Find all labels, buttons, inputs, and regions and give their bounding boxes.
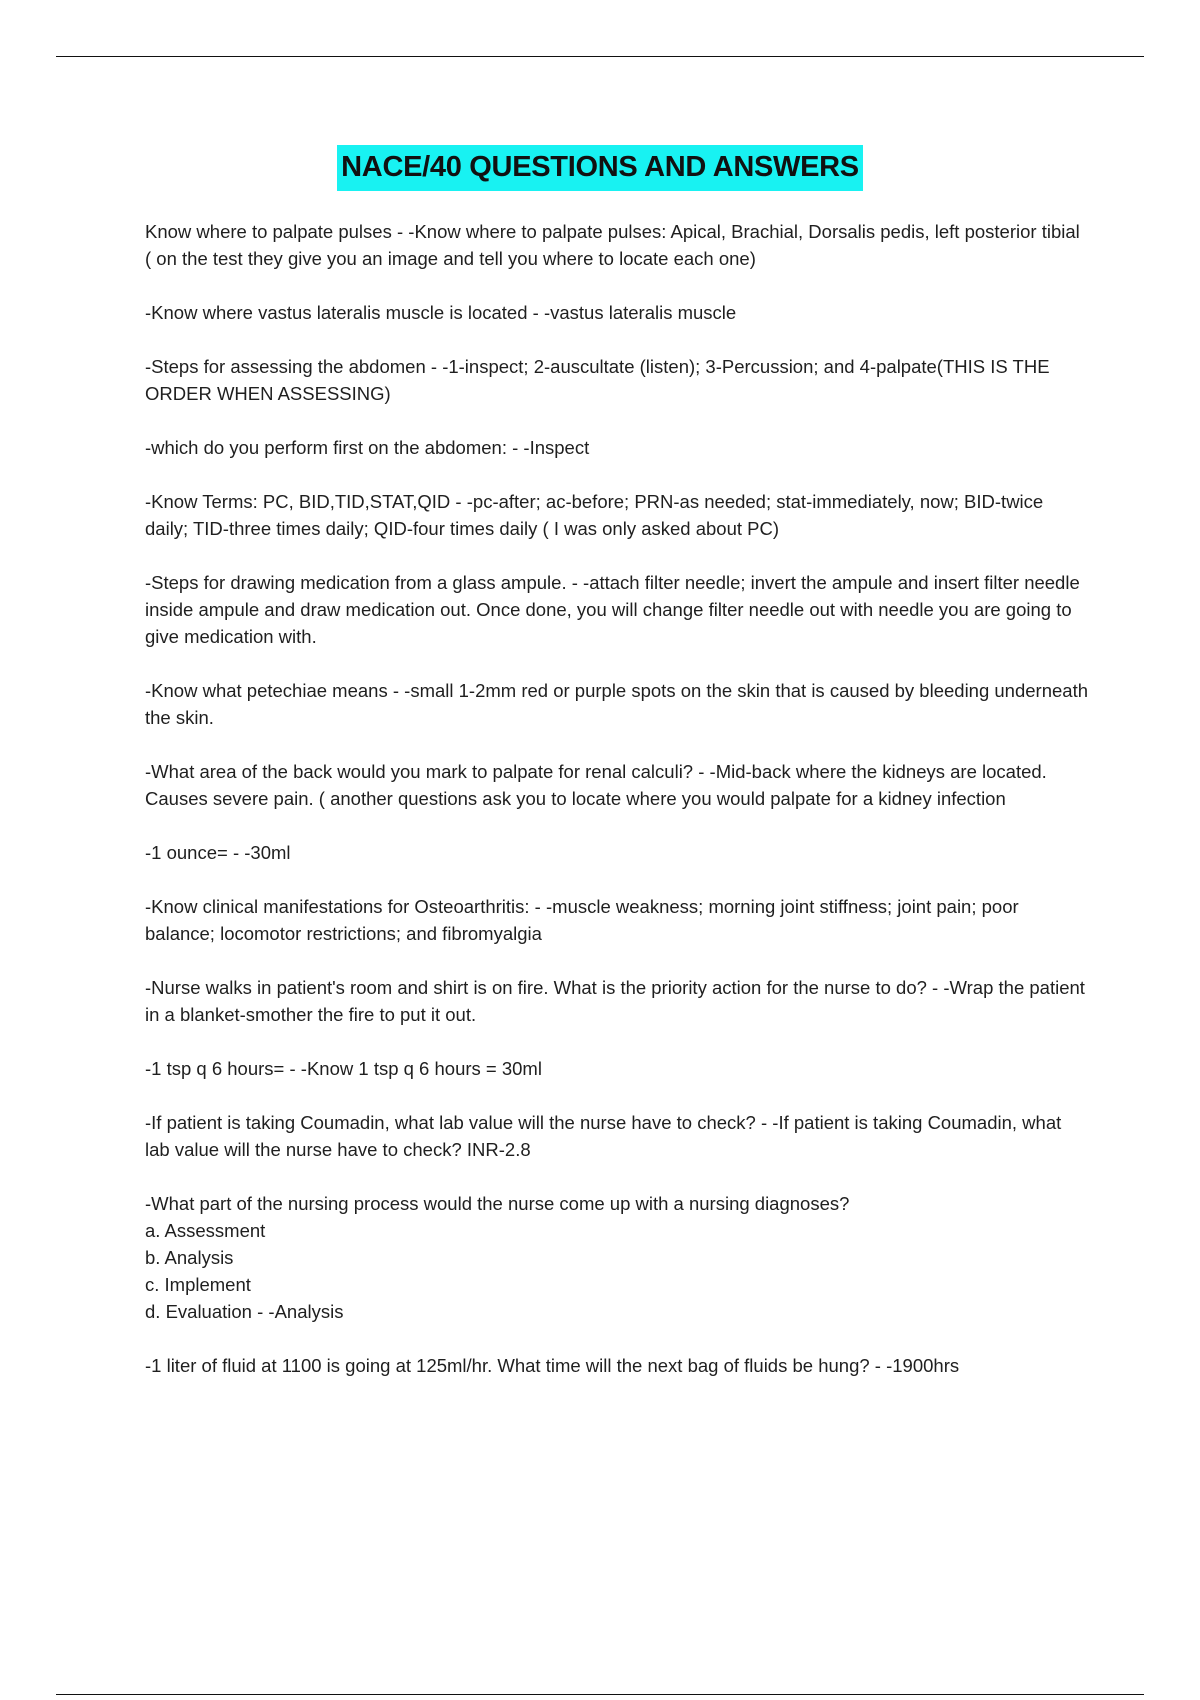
document-body: [145, 218, 1090, 1406]
header-rule: [56, 56, 1144, 57]
question-text: -Steps for drawing medication from a glass ampule.: [145, 572, 567, 593]
qa-item: [145, 1109, 1090, 1163]
title-container: [0, 145, 1200, 191]
option-b: b. Analysis: [145, 1247, 234, 1268]
question-text: -which do you perform first on the abdomen:: [145, 437, 507, 458]
option-c: c. Implement: [145, 1274, 251, 1295]
qa-separator: - -: [391, 221, 415, 242]
answer-text: 1-inspect; 2-auscultate (listen); 3-Percussion; and 4-palpate(THIS IS THE ORDER WHEN ASSESSING): [145, 356, 1050, 404]
answer-text: pc-after; ac-before; PRN-as needed; stat-immediately, now; BID-twice daily; TID-three times daily; QID-four times daily ( I was only asked about PC): [145, 491, 1044, 539]
qa-item: [145, 218, 1090, 272]
qa-separator: - -: [450, 491, 473, 512]
question-text: -What area of the back would you mark to palpate for renal calculi?: [145, 761, 694, 782]
qa-item: [145, 569, 1090, 650]
qa-separator: - -: [693, 761, 716, 782]
question-text: -1 tsp q 6 hours=: [145, 1058, 285, 1079]
qa-separator: - -: [527, 302, 551, 323]
question-text: -1 liter of fluid at 1100 is going at 125ml/hr. What time will the next bag of fluids be hung?: [145, 1355, 870, 1376]
qa-separator: - -: [425, 356, 449, 377]
document-title: NACE/40 QUESTIONS AND ANSWERS: [337, 145, 863, 191]
qa-separator: - -: [227, 842, 251, 863]
answer-text: vastus lateralis muscle: [550, 302, 737, 323]
answer-text: attach filter needle; invert the ampule and insert filter needle inside ampule and draw medication out. Once done, you will change filter needle out with needle you are going to give medication with.: [145, 572, 1080, 647]
question-text: -What part of the nursing process would the nurse come up with a nursing diagnoses?: [145, 1193, 850, 1214]
qa-separator: - -: [926, 977, 950, 998]
qa-item: [145, 839, 1090, 866]
answer-text: 30ml: [250, 842, 291, 863]
answer-text: Know where to palpate pulses: Apical, Brachial, Dorsalis pedis, left posterior tibial ( on the test they give you an image and tell you where to locate each one): [145, 221, 1080, 269]
question-text: -If patient is taking Coumadin, what lab value will the nurse have to check?: [145, 1112, 756, 1133]
question-text: -Steps for assessing the abdomen: [145, 356, 426, 377]
qa-item: [145, 1055, 1090, 1082]
qa-separator: - -: [869, 1355, 893, 1376]
qa-item: [145, 1352, 1090, 1379]
qa-separator: - -: [506, 437, 530, 458]
question-text: -Know where vastus lateralis muscle is located: [145, 302, 528, 323]
option-d: d. Evaluation: [145, 1301, 252, 1322]
footer-rule: [56, 1694, 1144, 1695]
qa-item: [145, 299, 1090, 326]
qa-separator: - -: [529, 896, 553, 917]
qa-item: [145, 677, 1090, 731]
qa-item: [145, 893, 1090, 947]
question-text: -Know Terms: PC, BID,TID,STAT,QID: [145, 491, 451, 512]
qa-separator: - -: [284, 1058, 307, 1079]
question-text: -Nurse walks in patient's room and shirt is on fire. What is the priority action for the nurse to do?: [145, 977, 927, 998]
qa-separator: - -: [387, 680, 411, 701]
answer-text: Analysis: [274, 1301, 344, 1322]
option-d-with-answer: [145, 1298, 1090, 1325]
qa-item: [145, 488, 1090, 542]
answer-text: If patient is taking Coumadin, what lab value will the nurse have to check? INR-2.8: [145, 1112, 1062, 1160]
option-a: a. Assessment: [145, 1220, 266, 1241]
answer-text: Mid-back where the kidneys are located. Causes severe pain. ( another questions ask you to locate where you would palpate for a kidney infection: [145, 761, 1047, 809]
question-text: Know where to palpate pulses: [145, 221, 392, 242]
question-text: -Know what petechiae means: [145, 680, 388, 701]
qa-item-multiple-choice: [145, 1190, 1090, 1325]
qa-separator: - -: [566, 572, 590, 593]
qa-item: [145, 758, 1090, 812]
answer-text: Wrap the patient in a blanket-smother the fire to put it out.: [145, 977, 1085, 1025]
options-list: [145, 1217, 1090, 1325]
qa-separator: - -: [755, 1112, 779, 1133]
answer-text: muscle weakness; morning joint stiffness; joint pain; poor balance; locomotor restrictions; and fibromyalgia: [145, 896, 1019, 944]
qa-separator: - -: [251, 1301, 275, 1322]
answer-text: Know 1 tsp q 6 hours = 30ml: [306, 1058, 542, 1079]
qa-item: [145, 974, 1090, 1028]
answer-text: small 1-2mm red or purple spots on the skin that is caused by bleeding underneath the skin.: [145, 680, 1089, 728]
answer-text: Inspect: [529, 437, 590, 458]
question-text: -1 ounce=: [145, 842, 228, 863]
question-text: -Know clinical manifestations for Osteoarthritis:: [145, 896, 530, 917]
qa-item: [145, 434, 1090, 461]
answer-text: 1900hrs: [892, 1355, 960, 1376]
qa-item: [145, 353, 1090, 407]
